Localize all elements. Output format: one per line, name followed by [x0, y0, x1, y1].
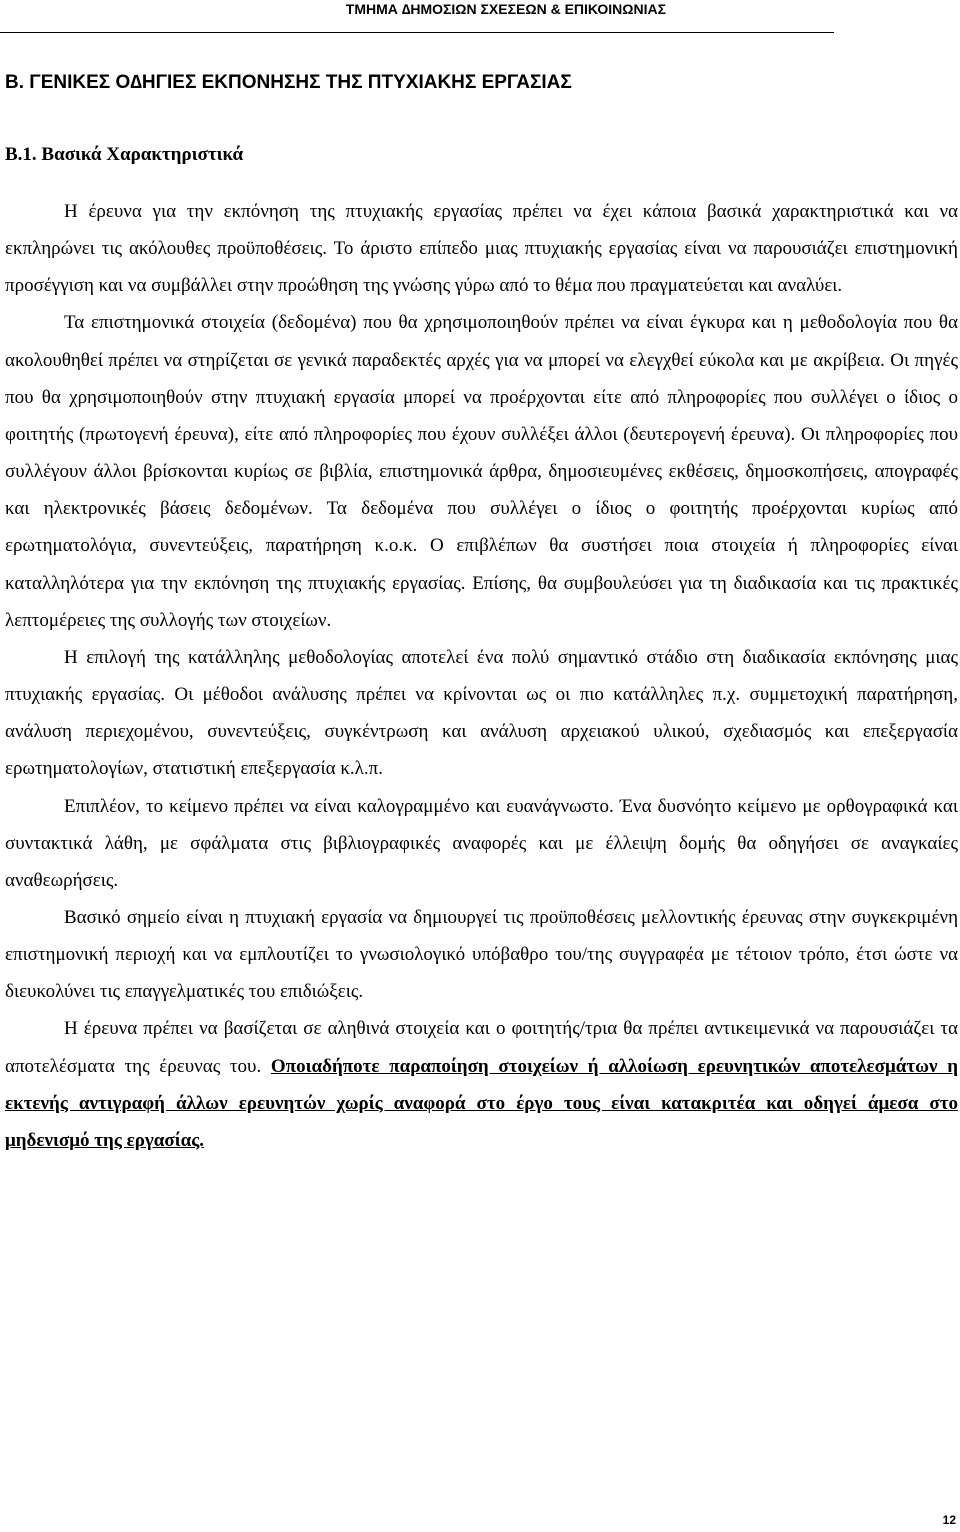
integrity-text: Η έρευνα πρέπει να βασίζεται σε αληθινά στοιχεία και ο φοιτητής/τρια θα πρέπει αντικειμενικά να παρουσιάζει τα αποτελέσματα της έρευνας του. [5, 1018, 958, 1077]
paragraph-methodology: Η επιλογή της κατάλληλης μεθοδολογίας αποτελεί ένα πολύ σημαντικό στάδιο στη διαδικασία εκπόνησης μιας πτυχιακής εργασίας. Οι μέθοδοι ανάλυσης πρέπει να κρίνονται ως οι πιο κατάλληλες π.χ. συμμετοχική παρατήρηση, ανάλυση περιεχομένου, συνεντεύξεις, συγκέντρωση και ανάλυση αρχειακού υλικού, σχεδιασμός και επεξεργασία ερωτηματολογίων, στατιστική επεξεργασία κ.λ.π. [5, 646, 958, 780]
header-department-title: ΤΜΗΜΑ ∆ΗΜΟΣΙΩΝ ΣΧΕΣΕΩΝ & ΕΠΙΚΟΙΝΩΝΙΑΣ [345, 1, 666, 17]
section-title: Β. ΓΕΝΙΚΕΣ Ο∆ΗΓΙΕΣ ΕΚΠΟΝΗΣΗΣ ΤΗΣ ΠΤΥΧΙΑΚΗΣ ΕΡΓΑΣΙΑΣ [5, 72, 572, 93]
paragraph-future-research: Βασικό σημείο είναι η πτυχιακή εργασία να δημιουργεί τις προϋποθέσεις μελλοντικής έρευνας στην συγκεκριμένη επιστημονική περιοχή και να εμπλουτίζει το γνωσιολογικό υπόβαθρο του/της συγγραφέα με τέτοιον τρόπο, έτσι ώστε να διευκολύνει τις επαγγελματικές του επιδιώξεις. [5, 906, 958, 1003]
subsection-title: Β.1. Βασικά Χαρακτηριστικά [5, 144, 244, 165]
paragraph-research-integrity [5, 1010, 958, 1159]
document-body [5, 193, 958, 1159]
paragraph-readability: Επιπλέον, το κείμενο πρέπει να είναι καλογραμμένο και ευανάγνωστο. Ένα δυσνόητο κείμενο με ορθογραφικά και συντακτικά λάθη, με σφάλματα στις βιβλιογραφικές αναφορές και με έλλειψη δομής θα οδηγήσει σε αναγκαίες αναθεωρήσεις. [5, 795, 958, 891]
page-number: 12 [942, 1513, 956, 1527]
plagiarism-warning: Οποιαδήποτε παραποίηση στοιχείων ή αλλοίωση ερευνητικών αποτελεσμάτων η εκτενής αντιγραφή άλλων ερευνητών χωρίς αναφορά στο έργο τους είναι κατακριτέα και οδηγεί άμεσα στο μηδενισμό της εργασίας. [5, 1055, 959, 1151]
page-header [0, 0, 834, 33]
paragraph-basic-characteristics: Η έρευνα για την εκπόνηση της πτυχιακής εργασίας πρέπει να έχει κάποια βασικά χαρακτηριστικά και να εκπληρώνει τις ακόλουθες προϋποθέσεις. Το άριστο επίπεδο μιας πτυχιακής εργασίας είναι να παρουσιάζει επιστημονική προσέγγιση και να συμβάλλει στην προώθηση της γνώσης γύρω από το θέμα που πραγματεύεται και αναλύει. [5, 201, 958, 297]
paragraph-data-sources: Τα επιστημονικά στοιχεία (δεδομένα) που θα χρησιμοποιηθούν πρέπει να είναι έγκυρα και η μεθοδολογία που θα ακολουθηθεί πρέπει να στηρίζεται σε γενικά παραδεκτές αρχές για να μπορεί να ελεγχθεί εύκολα και με ακρίβεια. Οι πηγές που θα χρησιμοποιηθούν στην πτυχιακή εργασία μπορεί να προέρχονται είτε από πληροφορίες που συλλέγει ο ίδιος ο φοιτητής (πρωτογενή έρευνα), είτε από πληροφορίες που έχουν συλλέξει άλλοι (δευτερογενή έρευνα). Οι πληροφορίες που συλλέγουν άλλοι βρίσκονται κυρίως σε βιβλία, επιστημονικά άρθρα, δημοσιευμένες εκθέσεις, δημοσκοπήσεις, απογραφές και ηλεκτρονικές βάσεις δεδομένων. Τα δεδομένα που συλλέγει ο ίδιος ο φοιτητής προέρχονται κυρίως από ερωτηματολόγια, συνεντεύξεις, παρατήρηση κ.ο.κ. Ο επιβλέπων θα συστήσει ποια στοιχεία ή πληροφορίες είναι καταλληλότερα για την εκπόνηση της πτυχιακής εργασίας. Επίσης, θα συμβουλεύσει για τη διαδικασία και τις πρακτικές λεπτομέρειες της συλλογής των στοιχείων. [5, 312, 958, 631]
